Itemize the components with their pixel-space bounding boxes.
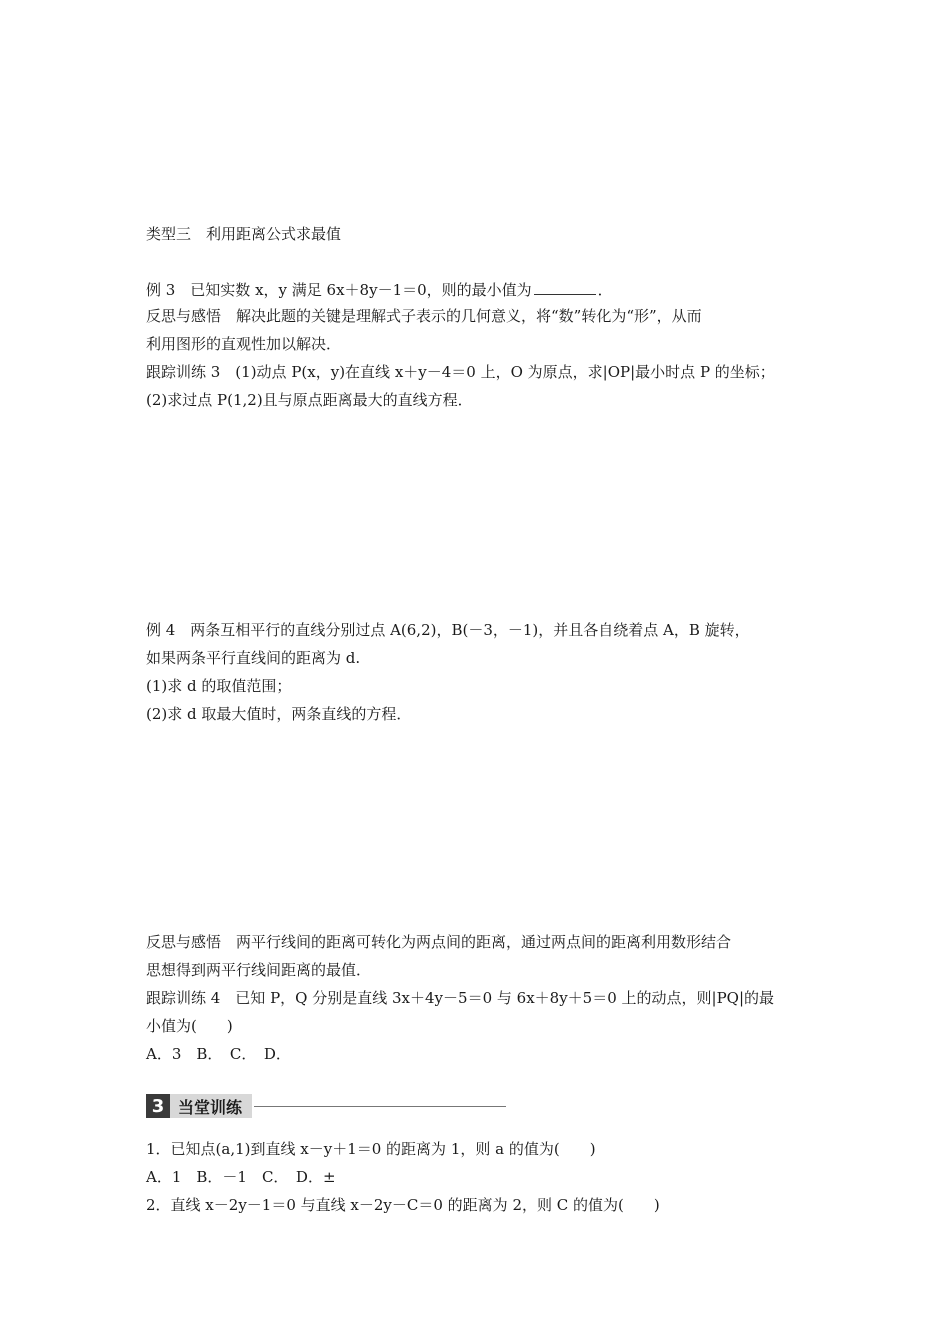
reflection-2-line-1: 反思与感悟 两平行线间的距离可转化为两点间的距离，通过两点间的距离利用数形结合 [146, 933, 732, 951]
example-3-text: 例 3 已知实数 x，y 满足 6x＋8y－1＝0，则的最小值为 [146, 281, 532, 299]
section-number-badge: 3 [146, 1094, 170, 1118]
example-3-end: ． [597, 281, 613, 299]
section-3-header [146, 1094, 506, 1118]
tracking-3-line-1: 跟踪训练 3 (1)动点 P(x，y)在直线 x＋y－4＝0 上，O 为原点，求|OP|最小时点 P 的坐标； [146, 363, 775, 381]
question-1-options: A．1 B．－1 C． D．± [146, 1168, 336, 1186]
type3-heading: 类型三 利用距离公式求最值 [146, 225, 342, 243]
tracking-4-line-1: 跟踪训练 4 已知 P，Q 分别是直线 3x＋4y－5＝0 与 6x＋8y＋5＝0 上的动点，则|PQ|的最 [146, 989, 775, 1007]
section-divider [254, 1106, 506, 1107]
tracking-4-options: A．3 B． C． D． [146, 1045, 291, 1063]
answer-blank [534, 280, 596, 295]
reflection-1-line-1: 反思与感悟 解决此题的关键是理解式子表示的几何意义，将“数”转化为“形”，从而 [146, 307, 702, 325]
tracking-4-line-2: 小值为( ) [146, 1017, 233, 1035]
example-4-line-4: (2)求 d 取最大值时，两条直线的方程． [146, 705, 412, 723]
question-2-stem: 2．直线 x－2y－1＝0 与直线 x－2y－C＝0 的距离为 2，则 C 的值为( ) [146, 1196, 660, 1214]
tracking-3-line-2: (2)求过点 P(1,2)且与原点距离最大的直线方程． [146, 391, 473, 409]
reflection-2-line-2: 思想得到两平行线间距离的最值． [146, 961, 372, 979]
question-1-stem: 1．已知点(a,1)到直线 x－y＋1＝0 的距离为 1，则 a 的值为( ) [146, 1140, 596, 1158]
example-4-line-2: 如果两条平行直线间的距离为 d. [146, 649, 361, 667]
reflection-1-line-2: 利用图形的直观性加以解决． [146, 335, 342, 353]
example-4-line-1: 例 4 两条互相平行的直线分别过点 A(6,2)，B(－3，－1)，并且各自绕着点 A，B 旋转， [146, 621, 750, 639]
example-3 [146, 279, 613, 301]
example-4-line-3: (1)求 d 的取值范围； [146, 677, 292, 695]
section-title: 当堂训练 [170, 1094, 252, 1118]
